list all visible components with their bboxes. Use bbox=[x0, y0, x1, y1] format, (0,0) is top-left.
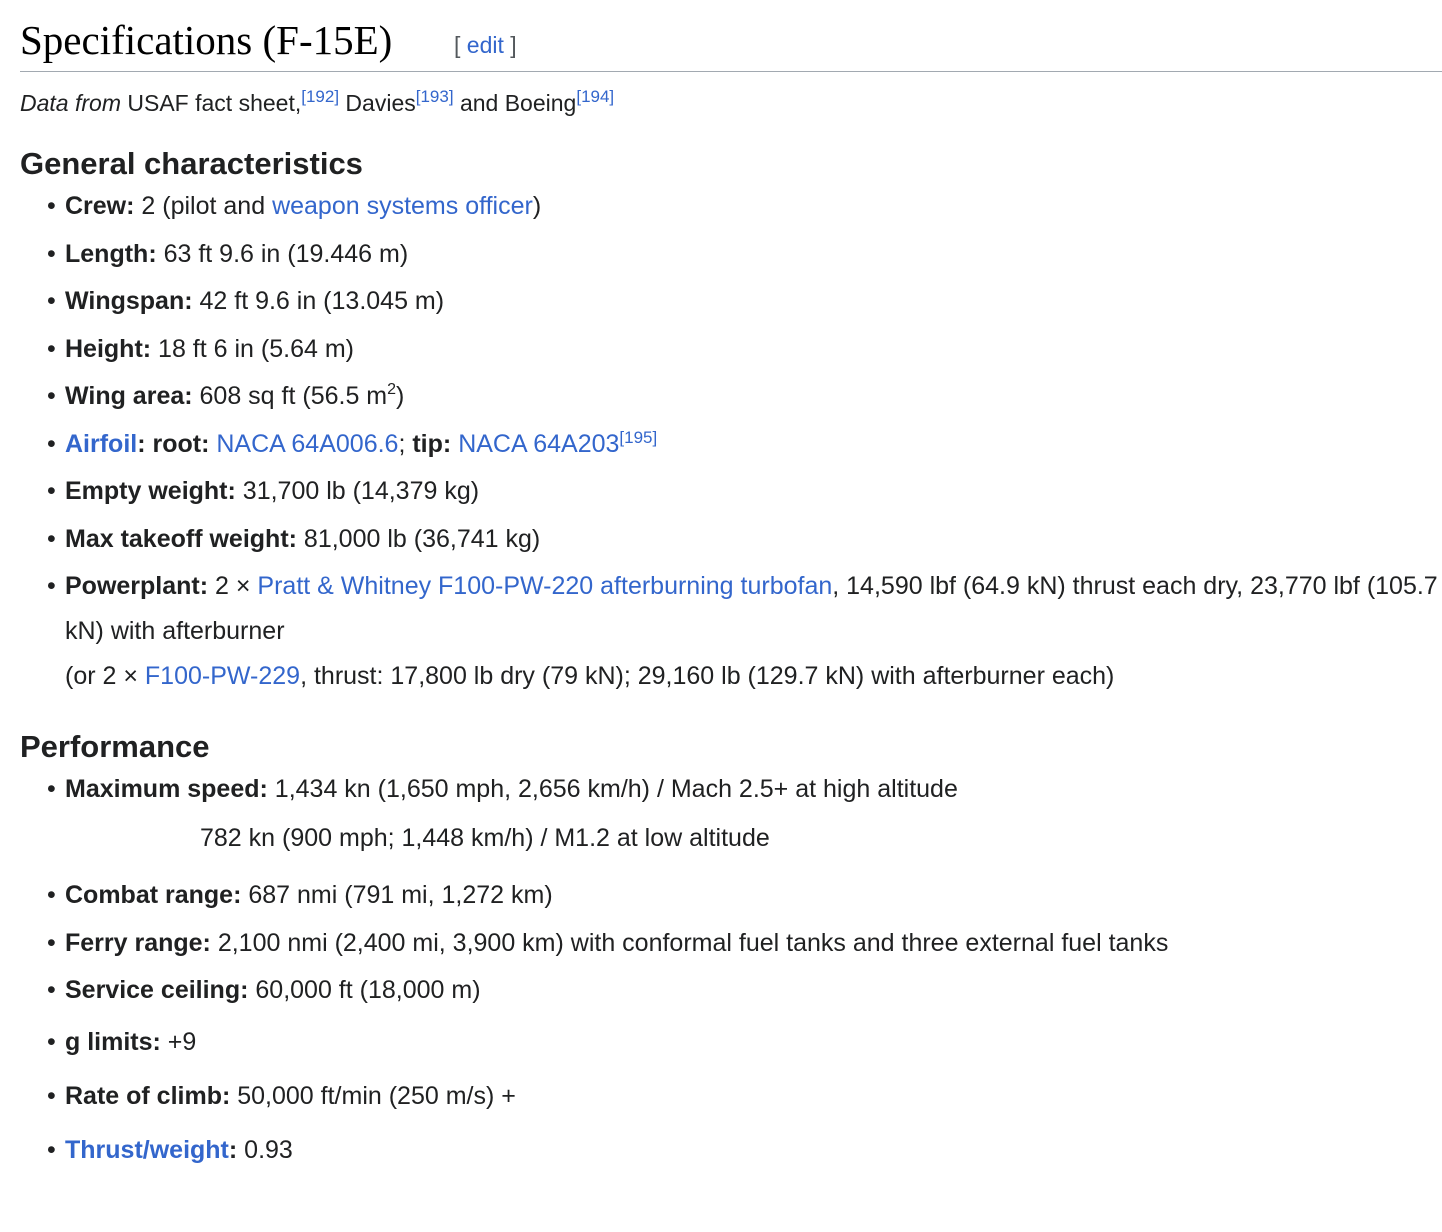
bullet-icon: • bbox=[47, 881, 56, 909]
bullet-icon: • bbox=[47, 1081, 56, 1110]
bullet-icon: • bbox=[47, 928, 56, 957]
airfoil-link[interactable]: Airfoil bbox=[65, 429, 138, 458]
performance-heading: Performance bbox=[20, 729, 210, 764]
section-heading bbox=[20, 14, 1442, 72]
bullet-icon: • bbox=[47, 192, 56, 220]
list-item-ferry-range: • Ferry range: 2,100 nmi (2,400 mi, 3,900 km) with conformal fuel tanks and three external fuel tanks bbox=[20, 921, 1442, 969]
bullet-icon: • bbox=[47, 572, 56, 600]
list-item-maximum-speed: • Maximum speed: 1,434 kn (1,650 mph, 2,656 km/h) / Mach 2.5+ at high altitude 782 kn (900 mph; 1,448 km/h) / M1.2 at low altitude bbox=[20, 767, 1442, 861]
general-characteristics-heading: General characteristics bbox=[20, 146, 363, 181]
bullet-icon: • bbox=[47, 429, 56, 458]
thrust-weight-link[interactable]: Thrust/weight bbox=[65, 1135, 229, 1164]
edit-section-control: [ edit ] bbox=[454, 32, 517, 58]
list-item-height: • Height: 18 ft 6 in (5.64 m) bbox=[20, 327, 1442, 375]
weapon-systems-officer-link[interactable]: weapon systems officer bbox=[272, 192, 533, 220]
performance-list bbox=[20, 767, 1442, 1175]
bullet-icon: • bbox=[47, 976, 56, 1004]
pratt-whitney-engine-link[interactable]: Pratt & Whitney F100-PW-220 afterburning turbofan bbox=[257, 572, 833, 600]
list-item-length: • Length: 63 ft 9.6 in (19.446 m) bbox=[20, 232, 1442, 280]
naca-tip-link[interactable]: NACA 64A203 bbox=[458, 429, 620, 458]
list-item-service-ceiling: • Service ceiling: 60,000 ft (18,000 m) bbox=[20, 968, 1442, 1016]
list-item-empty-weight: • Empty weight: 31,700 lb (14,379 kg) bbox=[20, 469, 1442, 517]
general-characteristics-list bbox=[20, 184, 1442, 699]
list-item-wingspan: • Wingspan: 42 ft 9.6 in (13.045 m) bbox=[20, 279, 1442, 327]
list-item-combat-range: • Combat range: 687 nmi (791 mi, 1,272 km) bbox=[20, 873, 1442, 921]
specifications-section bbox=[0, 14, 1442, 1175]
naca-root-link[interactable]: NACA 64A006.6 bbox=[216, 429, 399, 458]
bullet-icon: • bbox=[47, 1135, 56, 1164]
bullet-icon: • bbox=[47, 382, 56, 410]
citation-link-195[interactable]: [195] bbox=[619, 427, 658, 447]
list-item-rate-of-climb: • Rate of climb: 50,000 ft/min (250 m/s) + bbox=[20, 1074, 1442, 1128]
data-source-line: Data from USAF fact sheet,[192] Davies[193] and Boeing[194] bbox=[20, 87, 615, 116]
bullet-icon: • bbox=[47, 524, 56, 553]
list-item-g-limits: • g limits: +9 bbox=[20, 1020, 1442, 1074]
list-item-airfoil: • Airfoil: root: NACA 64A006.6; tip: NACA 64A203[195] bbox=[20, 422, 1442, 470]
edit-link[interactable]: edit bbox=[466, 32, 504, 58]
citation-link-194[interactable]: [194] bbox=[576, 87, 615, 106]
bullet-icon: • bbox=[47, 334, 56, 363]
bullet-icon: • bbox=[47, 1027, 56, 1056]
list-item-wing-area: • Wing area: 608 sq ft (56.5 $m^2$) bbox=[20, 374, 1442, 422]
powerplant-alternative: (or 2 × F100-PW-229, thrust: 17,800 lb dry (79 kN); 29,160 lb (129.7 kN) with afterburner each) bbox=[65, 662, 1115, 690]
bullet-icon: • bbox=[47, 775, 56, 803]
page-title: Specifications (F-15E) bbox=[20, 17, 393, 63]
citation-link-193[interactable]: [193] bbox=[415, 87, 454, 106]
list-item-thrust-weight: • Thrust/weight: 0.93 bbox=[20, 1128, 1442, 1176]
bullet-icon: • bbox=[47, 239, 56, 268]
list-item-crew: • Crew: 2 (pilot and weapon systems officer) bbox=[20, 184, 1442, 232]
bullet-icon: • bbox=[47, 477, 56, 505]
low-altitude-speed: 782 kn (900 mph; 1,448 km/h) / M1.2 at low altitude bbox=[200, 824, 770, 852]
list-item-powerplant: • Powerplant: 2 × Pratt & Whitney F100-PW-220 afterburning turbofan, 14,590 lbf (64.9 kN) thrust each dry, 23,770 lbf (105.7 kN) with afterburner (or 2 × F100-PW-229, thrust: 17,800 lb dry (79 kN); 29,160 lb (129.7 kN) with afterburner each) bbox=[20, 564, 1442, 699]
citation-link-192[interactable]: [192] bbox=[301, 87, 340, 106]
bullet-icon: • bbox=[47, 287, 56, 315]
f100-pw-229-link[interactable]: F100-PW-229 bbox=[144, 662, 301, 690]
list-item-max-takeoff-weight: • Max takeoff weight: 81,000 lb (36,741 kg) bbox=[20, 517, 1442, 565]
